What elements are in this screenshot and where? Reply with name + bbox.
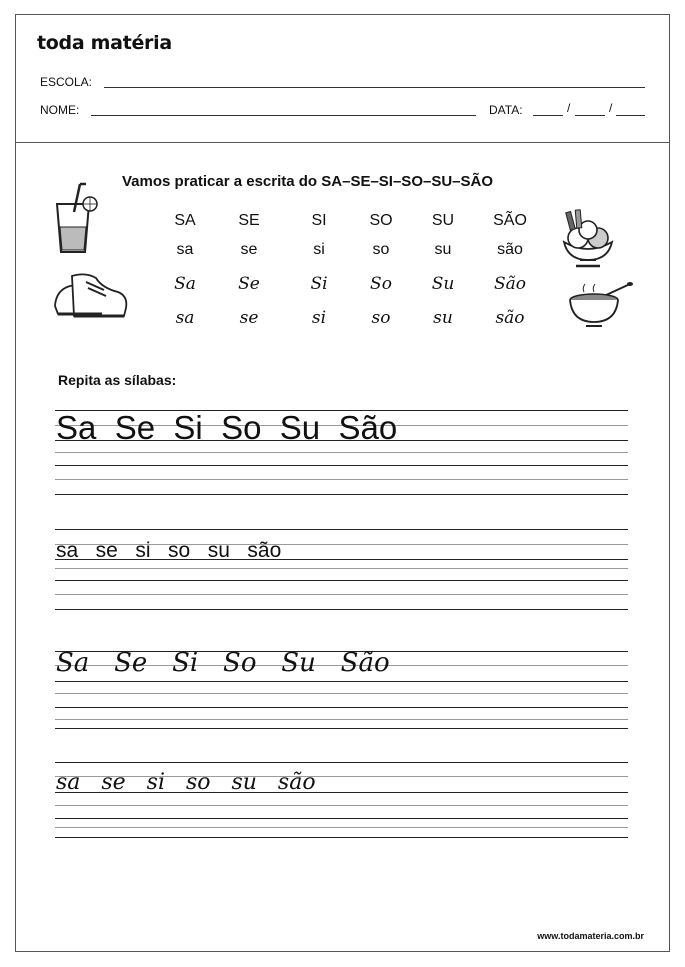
writing-rule	[55, 568, 628, 569]
syllable-cursive-low: se	[239, 308, 259, 328]
syllable-lower: são	[497, 241, 523, 258]
practice-subtitle: Repita as sílabas:	[58, 372, 177, 388]
syllable-upper: SE	[238, 212, 260, 229]
syllable-cursive-cap: São	[493, 274, 527, 294]
footer-url: www.todamateria.com.br	[537, 931, 644, 941]
practice-line-cursive-low: sa se si so su são	[56, 770, 316, 795]
ice-cream-sundae-icon	[560, 208, 616, 270]
syllable-lower: si	[313, 241, 325, 258]
soup-bowl-icon	[566, 280, 634, 328]
syllable-cursive-cap: Sa	[174, 274, 196, 294]
writing-rule	[55, 494, 628, 495]
syllable-cursive-low: so	[371, 308, 391, 328]
writing-rule	[55, 818, 628, 819]
writing-rule	[55, 465, 628, 466]
page-title: Vamos praticar a escrita do SA–SE–SI–SO–SU–SÃO	[122, 173, 494, 190]
juice-glass-icon	[52, 182, 102, 257]
date-separator: /	[567, 101, 571, 115]
writing-rule	[55, 452, 628, 453]
worksheet-frame	[15, 14, 670, 952]
writing-rule	[55, 681, 628, 682]
writing-rule	[55, 594, 628, 595]
writing-rule	[55, 693, 628, 694]
writing-rule	[55, 762, 628, 763]
writing-rule	[55, 479, 628, 480]
syllable-cursive-cap: Si	[310, 274, 328, 294]
school-label: ESCOLA:	[40, 75, 93, 89]
writing-rule	[55, 837, 628, 838]
date-year-line[interactable]	[616, 115, 645, 116]
writing-rule	[55, 805, 628, 806]
syllable-lower: su	[434, 241, 452, 258]
syllable-lower: sa	[176, 241, 194, 258]
practice-line-print-low: sa se si so su são	[56, 539, 282, 562]
school-field-line[interactable]	[104, 87, 645, 88]
date-separator: /	[609, 101, 613, 115]
syllable-cursive-low: si	[311, 308, 327, 328]
syllable-cursive-cap: So	[370, 274, 392, 294]
syllable-upper: SA	[174, 212, 196, 229]
syllable-cursive-cap: Su	[431, 274, 455, 294]
practice-line-print-cap: Sa Se Si So Su São	[56, 409, 398, 446]
date-day-line[interactable]	[533, 115, 563, 116]
writing-rule	[55, 719, 628, 720]
date-label: DATA:	[489, 103, 523, 117]
date-month-line[interactable]	[575, 115, 605, 116]
syllable-lower: so	[372, 241, 390, 258]
practice-line-cursive-cap: Sa Se Si So Su São	[56, 648, 390, 678]
writing-rule	[55, 827, 628, 828]
brand-logo: toda matéria	[37, 32, 172, 54]
name-field-line[interactable]	[91, 115, 476, 116]
syllable-upper: SU	[431, 212, 455, 229]
syllable-upper: SI	[311, 212, 327, 229]
header-divider	[15, 142, 670, 143]
writing-rule	[55, 609, 628, 610]
writing-rule	[55, 728, 628, 729]
syllable-upper: SO	[369, 212, 393, 229]
syllable-cursive-cap: Se	[238, 274, 260, 294]
sneakers-icon	[52, 268, 130, 326]
writing-rule	[55, 707, 628, 708]
syllable-upper: SÃO	[493, 212, 527, 229]
syllable-cursive-low: su	[433, 308, 453, 328]
syllable-cursive-low: sa	[175, 308, 195, 328]
syllable-lower: se	[240, 241, 258, 258]
name-label: NOME:	[40, 103, 80, 117]
writing-rule	[55, 529, 628, 530]
writing-rule	[55, 580, 628, 581]
syllable-cursive-low: são	[495, 308, 525, 328]
